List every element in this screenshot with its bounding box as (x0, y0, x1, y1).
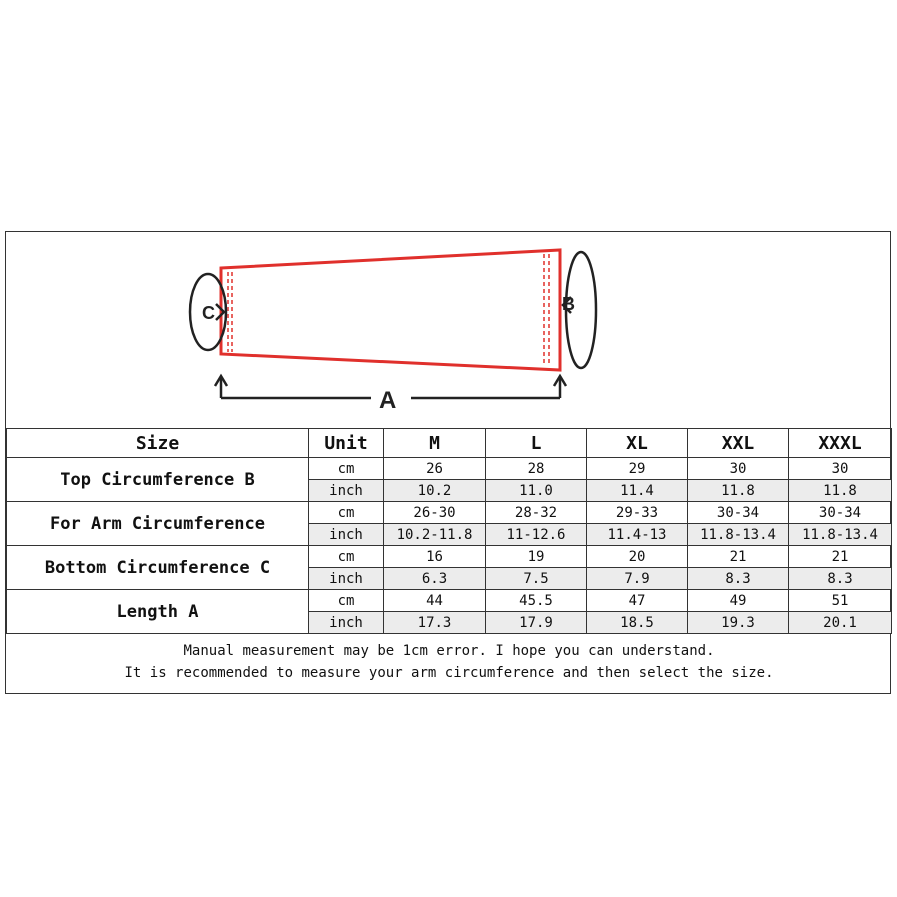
row-label: Bottom Circumference C (7, 546, 309, 590)
value-cell: 10.2 (384, 480, 486, 502)
table-row (7, 502, 892, 524)
unit-cell: cm (309, 590, 384, 612)
note-line-2: It is recommended to measure your arm circumference and then select the size. (124, 665, 774, 681)
value-cell: 11.0 (486, 480, 587, 502)
value-cell: 26-30 (384, 502, 486, 524)
size-table (6, 428, 892, 690)
value-cell: 11.8-13.4 (789, 524, 892, 546)
value-cell: 7.9 (587, 568, 688, 590)
table-row (7, 546, 892, 568)
value-cell: 11.8-13.4 (688, 524, 789, 546)
value-cell: 45.5 (486, 590, 587, 612)
note-line-1: Manual measurement may be 1cm error. I hope you can understand. (183, 643, 715, 659)
value-cell: 26 (384, 458, 486, 480)
value-cell: 28 (486, 458, 587, 480)
value-cell: 11.4 (587, 480, 688, 502)
header-row (7, 429, 892, 458)
value-cell: 17.3 (384, 612, 486, 634)
value-cell: 20 (587, 546, 688, 568)
header-m: M (384, 429, 486, 458)
table-row (7, 458, 892, 480)
header-xl: XL (587, 429, 688, 458)
value-cell: 21 (688, 546, 789, 568)
unit-cell: inch (309, 480, 384, 502)
value-cell: 30-34 (789, 502, 892, 524)
unit-cell: cm (309, 458, 384, 480)
table-row (7, 590, 892, 612)
header-l: L (486, 429, 587, 458)
value-cell: 20.1 (789, 612, 892, 634)
value-cell: 30-34 (688, 502, 789, 524)
value-cell: 49 (688, 590, 789, 612)
value-cell: 11.4-13 (587, 524, 688, 546)
value-cell: 16 (384, 546, 486, 568)
value-cell: 8.3 (789, 568, 892, 590)
size-chart (5, 231, 891, 694)
value-cell: 10.2-11.8 (384, 524, 486, 546)
unit-cell: inch (309, 524, 384, 546)
sleeve-diagram (6, 232, 890, 428)
row-label: Length A (7, 590, 309, 634)
value-cell: 17.9 (486, 612, 587, 634)
label-a: A (379, 387, 397, 414)
value-cell: 11.8 (789, 480, 892, 502)
label-c: C (202, 303, 215, 323)
value-cell: 18.5 (587, 612, 688, 634)
note-row (7, 634, 892, 691)
sleeve-outline (221, 250, 560, 370)
unit-cell: cm (309, 502, 384, 524)
value-cell: 30 (688, 458, 789, 480)
unit-cell: inch (309, 612, 384, 634)
value-cell: 29-33 (587, 502, 688, 524)
row-label: Top Circumference B (7, 458, 309, 502)
label-b: B (562, 294, 575, 314)
note-cell (7, 634, 892, 691)
value-cell: 11.8 (688, 480, 789, 502)
value-cell: 47 (587, 590, 688, 612)
value-cell: 19 (486, 546, 587, 568)
value-cell: 30 (789, 458, 892, 480)
header-xxl: XXL (688, 429, 789, 458)
unit-cell: inch (309, 568, 384, 590)
value-cell: 44 (384, 590, 486, 612)
value-cell: 21 (789, 546, 892, 568)
value-cell: 19.3 (688, 612, 789, 634)
value-cell: 8.3 (688, 568, 789, 590)
unit-cell: cm (309, 546, 384, 568)
row-label: For Arm Circumference (7, 502, 309, 546)
value-cell: 51 (789, 590, 892, 612)
value-cell: 28-32 (486, 502, 587, 524)
value-cell: 29 (587, 458, 688, 480)
header-size: Size (7, 429, 309, 458)
header-xxxl: XXXL (789, 429, 892, 458)
value-cell: 6.3 (384, 568, 486, 590)
value-cell: 7.5 (486, 568, 587, 590)
header-unit: Unit (309, 429, 384, 458)
value-cell: 11-12.6 (486, 524, 587, 546)
